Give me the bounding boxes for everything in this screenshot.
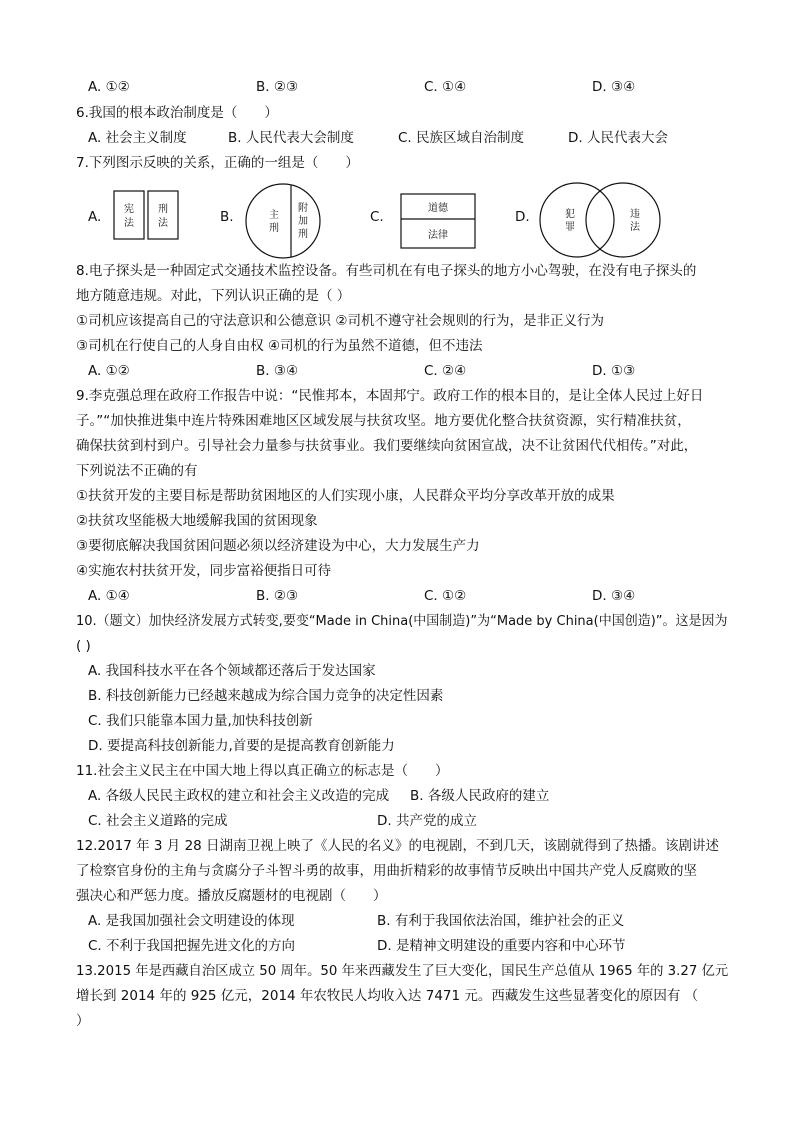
q13-line: ） [76, 1013, 90, 1029]
diagram-b-text: 刑 [269, 223, 279, 234]
q11-option-c: C. 社会主义道路的完成 [88, 813, 228, 829]
q9-option-d: D. ③④ [592, 588, 636, 604]
diagram-c-text: 法律 [428, 230, 448, 241]
q11-stem: 11.社会主义民主在中国大地上得以真正确立的标志是（ ） [76, 763, 449, 779]
q13-line: 增长到 2014 年的 925 亿元，2014 年农牧民人均收入达 7471 元。西藏发生这些显著变化的原因有 （ [76, 988, 699, 1004]
diagram-d-text: 法 [630, 222, 640, 233]
q6-option-a: A. 社会主义制度 [88, 130, 187, 146]
diagram-a-text: 宪 [124, 204, 134, 215]
diagram-a-text: 法 [124, 218, 134, 229]
q5-option-a: A. ①② [88, 79, 130, 95]
q9-option-a: A. ①④ [88, 588, 130, 604]
q12-line: 强决心和严惩力度。播放反腐题材的电视剧（ ） [76, 888, 387, 904]
q10-option-c: C. 我们只能靠本国力量,加快科技创新 [88, 713, 313, 729]
q7-stem: 7.下列图示反映的关系，正确的一组是（ ） [76, 155, 359, 171]
q12-line: 12.2017 年 3 月 28 日湖南卫视上映了《人民的名义》的电视剧，不到几天，该剧就得到了热播。该剧讲述 [76, 838, 720, 854]
q8-option-b: B. ③④ [256, 363, 299, 379]
q8-option-c: C. ②④ [424, 363, 467, 379]
q5-option-c: C. ①④ [424, 79, 467, 95]
q7-diagram-a [110, 189, 182, 245]
q8-line: ③司机在行使自己的人身自由权 ④司机的行为虽然不道德，但不违法 [76, 338, 483, 354]
q11-option-a: A. 各级人民民主政权的建立和社会主义改造的完成 [88, 788, 390, 804]
q8-option-a: A. ①② [88, 363, 130, 379]
q7-label-d: D. [515, 209, 530, 225]
q9-line: 下列说法不正确的有 [76, 463, 198, 479]
diagram-b-text: 附 [298, 203, 308, 214]
q7-diagram-d [535, 180, 665, 264]
q9-line: ②扶贫攻坚能极大地缓解我国的贫困现象 [76, 513, 318, 529]
q12-line: 了检察官身份的主角与贪腐分子斗智斗勇的故事，用曲折精彩的故事情节反映出中国共产党人反腐败的坚 [76, 863, 697, 879]
q7-diagram-c [398, 192, 478, 254]
q9-line: 确保扶贫到村到户。引导社会力量参与扶贫事业。我们要继续向贫困宣战，决不让贫困代代相传。”对此， [76, 438, 698, 454]
q6-option-b: B. 人民代表大会制度 [228, 130, 354, 146]
q12-option-c: C. 不利于我国把握先进文化的方向 [88, 938, 296, 954]
q7-label-c: C. [370, 209, 384, 225]
q10-option-d: D. 要提高科技创新能力,首要的是提高教育创新能力 [88, 738, 395, 754]
q6-stem: 6.我国的根本政治制度是（ ） [76, 105, 278, 121]
q12-option-d: D. 是精神文明建设的重要内容和中心环节 [377, 938, 626, 954]
q5-option-d: D. ③④ [592, 79, 636, 95]
diagram-b-text: 主 [269, 210, 279, 221]
q9-line: ③要彻底解决我国贫困问题必须以经济建设为中心，大力发展生产力 [76, 538, 480, 554]
q9-line: 9.李克强总理在政府工作报告中说：“民惟邦本，本固邦宁。政府工作的根本目的，是让全体人民过上好日 [76, 388, 704, 404]
diagram-b-text: 刑 [298, 229, 308, 240]
q7-label-b: B. [220, 209, 234, 225]
q8-line: 地方随意违规。对此，下列认识正确的是（ ） [76, 288, 351, 304]
q9-line: ④实施农村扶贫开发，同步富裕便指日可待 [76, 563, 332, 579]
diagram-d-text: 违 [630, 209, 640, 220]
q6-option-d: D. 人民代表大会 [568, 130, 668, 146]
q7-diagram-b [243, 181, 323, 265]
q9-line: 子。”“加快推进集中连片特殊困难地区区域发展与扶贫攻坚。地方要优化整合扶贫资源，实行精准扶贫， [76, 413, 691, 429]
diagram-b-text: 加 [298, 216, 308, 227]
q9-option-b: B. ②③ [256, 588, 299, 604]
q8-line: ①司机应该提高自己的守法意识和公德意识 ②司机不遵守社会规则的行为，是非正义行为 [76, 313, 604, 329]
q10-line: 10.（题文）加快经济发展方式转变,要变“Made in China(中国制造)”为“Made by China(中国创造)”。这是因为 [76, 613, 728, 629]
q6-option-c: C. 民族区域自治制度 [398, 130, 525, 146]
q10-option-b: B. 科技创新能力已经越来越成为综合国力竞争的决定性因素 [88, 688, 444, 704]
q9-line: ①扶贫开发的主要目标是帮助贫困地区的人们实现小康，人民群众平均分享改革开放的成果 [76, 488, 615, 504]
q13-line: 13.2015 年是西藏自治区成立 50 周年。50 年来西藏发生了巨大变化，国民生产总值从 1965 年的 3.27 亿元 [76, 963, 729, 979]
q11-option-d: D. 共产党的成立 [377, 813, 477, 829]
diagram-a-text: 法 [158, 218, 168, 229]
diagram-d-text: 罪 [565, 222, 575, 233]
diagram-c-text: 道德 [428, 203, 448, 214]
q12-option-b: B. 有利于我国依法治国，维护社会的正义 [377, 913, 625, 929]
q9-option-c: C. ①② [424, 588, 467, 604]
q8-option-d: D. ①③ [592, 363, 636, 379]
q10-option-a: A. 我国科技水平在各个领域都还落后于发达国家 [88, 663, 376, 679]
q5-option-b: B. ②③ [256, 79, 299, 95]
q10-line: ( ) [76, 638, 91, 654]
q7-label-a: A. [88, 209, 102, 225]
diagram-a-text: 刑 [158, 204, 168, 215]
q11-option-b: B. 各级人民政府的建立 [410, 788, 550, 804]
diagram-d-text: 犯 [565, 209, 575, 220]
q8-line: 8.电子探头是一种固定式交通技术监控设备。有些司机在有电子探头的地方小心驾驶，在没有电子探头的 [76, 263, 697, 279]
q12-option-a: A. 是我国加强社会文明建设的体现 [88, 913, 295, 929]
